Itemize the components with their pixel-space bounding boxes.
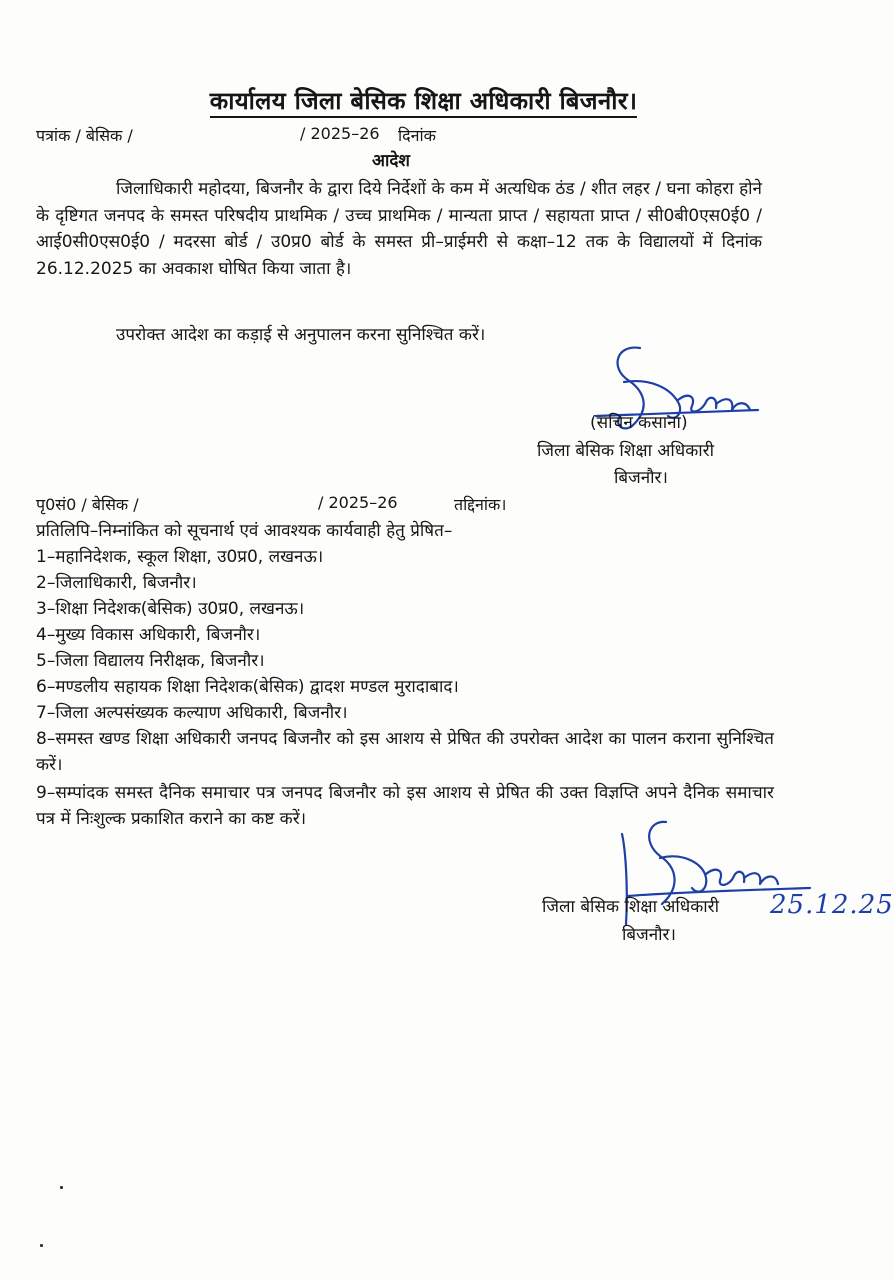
list-item: 5–जिला विद्यालय निरीक्षक, बिजनौर। [36, 651, 265, 671]
copy-intro: प्रतिलिपि–निम्नांकित को सूचनार्थ एवं आवश्यक कार्यवाही हेतु प्रेषित– [36, 521, 453, 541]
order-heading: आदेश [372, 151, 410, 171]
list-item: 4–मुख्य विकास अधिकारी, बिजनौर। [36, 625, 261, 645]
copy-ref-year: / 2025–26 [318, 493, 398, 512]
order-body: जिलाधिकारी महोदया, बिजनौर के द्वारा दिये निर्देशों के कम में अत्यधिक ठंड / शीत लहर / घना कोहरा होने के दृष्टिगत जनपद के समस्त परिषदीय प्राथमिक / उच्च प्राथमिक / मान्यता प्राप्त / सहायता प्राप्त / सी0बी0एस0ई0 / आई0सी0एस0ई0 / मदरसा बोर्ड / उ0प्र0 बोर्ड के समस्त प्री–प्राईमरी से कक्षा–12 तक के विद्यालयों में दिनांक 26.12.2025 का अवकाश घोषित किया जाता है। [36, 179, 762, 279]
copy-ref-prefix: पृ0सं0 / बेसिक / [36, 495, 139, 514]
letter-ref-year: / 2025–26 [300, 124, 380, 143]
office-title: कार्यालय जिला बेसिक शिक्षा अधिकारी बिजनौर। [0, 84, 847, 117]
list-item: 6–मण्डलीय सहायक शिक्षा निदेशक(बेसिक) द्वादश मण्डल मुरादाबाद। [36, 677, 459, 697]
officer-location: बिजनौर। [614, 468, 668, 488]
officer-designation-2: जिला बेसिक शिक्षा अधिकारी [542, 897, 720, 917]
list-item: 3–शिक्षा निदेशक(बेसिक) उ0प्र0, लखनऊ। [36, 599, 305, 619]
handwritten-date: 25.12.25 [770, 890, 894, 920]
officer-location-2: बिजनौर। [622, 925, 676, 945]
letter-date-label: दिनांक [398, 126, 436, 145]
scan-speck [60, 1186, 63, 1189]
list-item: 9–सम्पांदक समस्त दैनिक समाचार पत्र जनपद बिजनौर को इस आशय से प्रेषित की उक्त विज्ञप्ति अपने दैनिक समाचार पत्र में निःशुल्क प्रकाशित कराने का कष्ट करें। [36, 783, 774, 829]
letter-ref-prefix: पत्रांक / बेसिक / [36, 126, 133, 145]
list-item: 1–महानिदेशक, स्कूल शिक्षा, उ0प्र0, लखनऊ। [36, 547, 324, 567]
scan-speck [40, 1244, 43, 1247]
list-item: 7–जिला अल्पसंख्यक कल्याण अधिकारी, बिजनौर। [36, 703, 348, 723]
officer-name: (सचिन कसाना) [590, 413, 688, 433]
copy-date-label: तद्दिनांक। [454, 495, 507, 514]
order-compliance: उपरोक्त आदेश का कड़ाई से अनुपालन करना सुनिश्चित करें। [116, 325, 486, 345]
list-item: 8–समस्त खण्ड शिक्षा अधिकारी जनपद बिजनौर को इस आशय से प्रेषित की उपरोक्त आदेश का पालन कराना सुनिश्चित करें। [36, 729, 774, 775]
officer-designation: जिला बेसिक शिक्षा अधिकारी [537, 441, 715, 461]
list-item: 2–जिलाधिकारी, बिजनौर। [36, 573, 197, 593]
